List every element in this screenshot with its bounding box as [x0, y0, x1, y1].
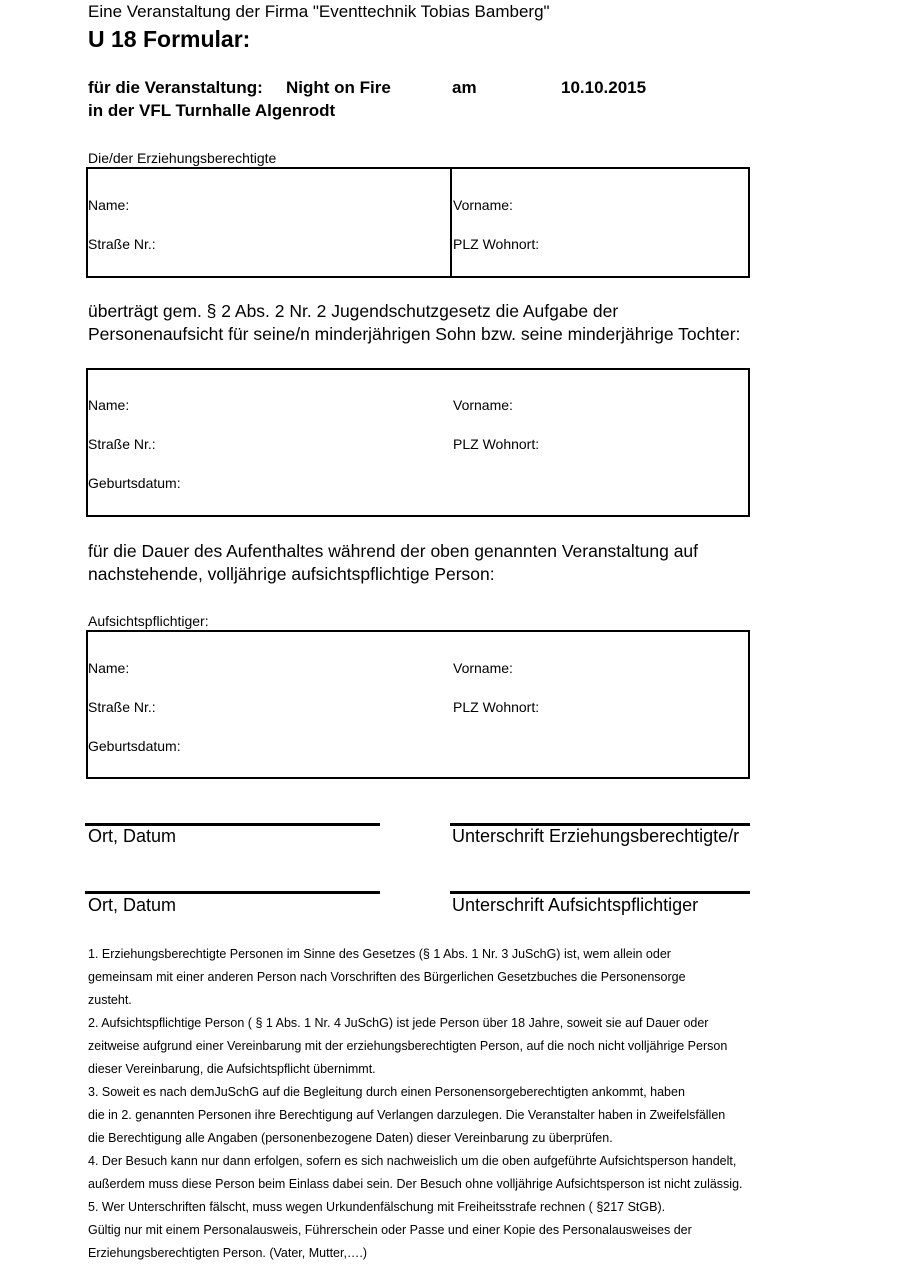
- note-line: 2. Aufsichtspflichtige Person ( § 1 Abs. 1 Nr. 4 JuSchG) ist jede Person über 18 Jahre, soweit sie auf Dauer oder: [88, 1016, 709, 1030]
- note-line: gemeinsam mit einer anderen Person nach Vorschriften des Bürgerlichen Gesetzbuches die Personensorge: [88, 970, 686, 984]
- event-name: Night on Fire: [286, 78, 391, 97]
- place-date-label-1: Ort, Datum: [88, 826, 177, 846]
- event-date-label: am: [452, 78, 477, 97]
- event-label: für die Veranstaltung:: [88, 78, 263, 97]
- minor-street-label[interactable]: Straße Nr.:: [88, 436, 156, 452]
- supervisor-birthdate-label[interactable]: Geburtsdatum:: [88, 738, 181, 754]
- note-line: zusteht.: [88, 993, 132, 1007]
- note-line: außerdem muss diese Person beim Einlass dabei sein. Der Besuch ohne volljährige Aufsichtsperson ist nicht zulässig.: [88, 1177, 743, 1191]
- duration-text-line1: für die Dauer des Aufenthaltes während der oben genannten Veranstaltung auf: [88, 541, 699, 561]
- supervisor-signature-line[interactable]: [450, 891, 750, 894]
- minor-zip-city-label[interactable]: PLZ Wohnort:: [453, 436, 540, 452]
- note-line: die Berechtigung alle Angaben (personenbezogene Daten) dieser Vereinbarung zu überprüfen.: [88, 1131, 613, 1145]
- note-line: 1. Erziehungsberechtigte Personen im Sinne des Gesetzes (§ 1 Abs. 1 Nr. 3 JuSchG) ist, wem allein oder: [88, 947, 671, 961]
- note-line: 5. Wer Unterschriften fälscht, muss wegen Urkundenfälschung mit Freiheitsstrafe rechnen ( §217 StGB).: [88, 1200, 666, 1214]
- legal-notes: [88, 943, 818, 1265]
- supervisor-heading: Aufsichtspflichtiger:: [88, 613, 209, 629]
- transfer-text-line1: überträgt gem. § 2 Abs. 2 Nr. 2 Jugendschutzgesetz die Aufgabe der: [88, 301, 619, 321]
- minor-name-label[interactable]: Name:: [88, 397, 130, 413]
- note-line: Erziehungsberechtigten Person. (Vater, Mutter,….): [88, 1246, 368, 1260]
- note-line: die in 2. genannten Personen ihre Berechtigung auf Verlangen darzulegen. Die Veranstalter haben in Zweifelsfällen: [88, 1108, 726, 1122]
- note-line: Gültig nur mit einem Personalausweis, Führerschein oder Passe und einer Kopie des Personalausweises der: [88, 1223, 692, 1237]
- place-date-label-2: Ort, Datum: [88, 895, 177, 915]
- guardian-street-label[interactable]: Straße Nr.:: [88, 236, 156, 252]
- minor-box: [86, 368, 750, 517]
- guardian-heading: Die/der Erziehungsberechtigte: [88, 150, 277, 166]
- organizer-line: Eine Veranstaltung der Firma "Eventtechnik Tobias Bamberg": [88, 2, 550, 21]
- place-date-line-2[interactable]: [85, 891, 380, 894]
- form-title: U 18 Formular:: [88, 26, 251, 52]
- supervisor-box: [86, 630, 750, 779]
- event-venue: in der VFL Turnhalle Algenrodt: [88, 101, 336, 120]
- transfer-text-line2: Personenaufsicht für seine/n minderjährigen Sohn bzw. seine minderjährige Tochter:: [88, 324, 741, 344]
- guardian-name-label[interactable]: Name:: [88, 197, 130, 213]
- note-line: 3. Soweit es nach demJuSchG auf die Begleitung durch einen Personensorgeberechtigten ankommt, haben: [88, 1085, 685, 1099]
- guardian-box-divider: [450, 167, 452, 278]
- minor-birthdate-label[interactable]: Geburtsdatum:: [88, 475, 181, 491]
- supervisor-zip-city-label[interactable]: PLZ Wohnort:: [453, 699, 540, 715]
- guardian-firstname-label[interactable]: Vorname:: [453, 197, 513, 213]
- supervisor-firstname-label[interactable]: Vorname:: [453, 660, 513, 676]
- guardian-signature-label: Unterschrift Erziehungsberechtigte/r: [452, 826, 740, 846]
- supervisor-signature-label: Unterschrift Aufsichtspflichtiger: [452, 895, 699, 915]
- note-line: dieser Vereinbarung, die Aufsichtspflicht übernimmt.: [88, 1062, 376, 1076]
- guardian-box: [86, 167, 750, 278]
- note-line: 4. Der Besuch kann nur dann erfolgen, sofern es sich nachweislich um die oben aufgeführte Aufsichtsperson handelt,: [88, 1154, 737, 1168]
- supervisor-name-label[interactable]: Name:: [88, 660, 130, 676]
- note-line: zeitweise aufgrund einer Vereinbarung mit der erziehungsberechtigten Person, auf die noch nicht volljährige Person: [88, 1039, 728, 1053]
- duration-text-line2: nachstehende, volljährige aufsichtspflichtige Person:: [88, 564, 495, 584]
- event-date: 10.10.2015: [561, 78, 647, 97]
- supervisor-street-label[interactable]: Straße Nr.:: [88, 699, 156, 715]
- minor-firstname-label[interactable]: Vorname:: [453, 397, 513, 413]
- guardian-zip-city-label[interactable]: PLZ Wohnort:: [453, 236, 540, 252]
